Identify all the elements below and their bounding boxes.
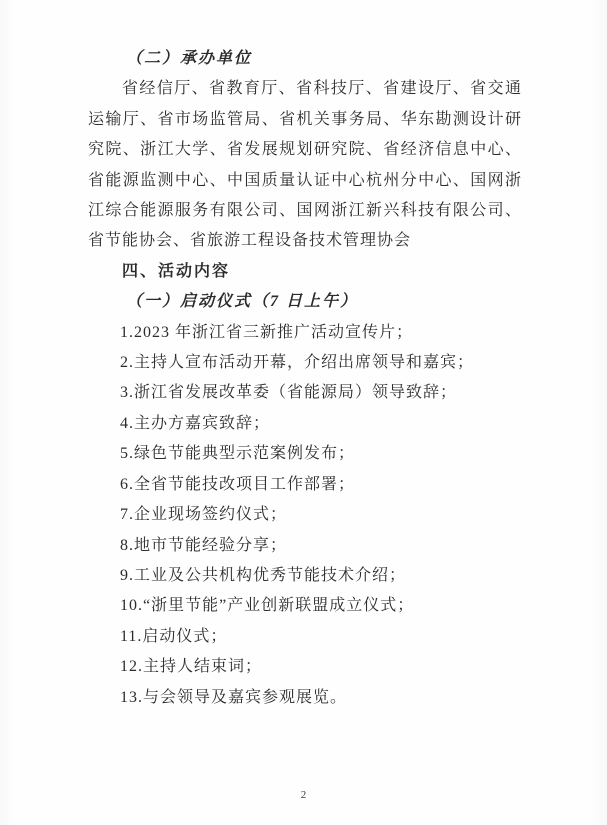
organizers-paragraph: 省经信厅、省教育厅、省科技厅、省建设厅、省交通运输厅、省市场监管局、省机关事务局、华东勘测设计研究院、浙江大学、省发展规划研究院、省经济信息中心、省能源监测中心、中国质量认证中心杭州分中心、国网浙江综合能源服务有限公司、国网浙江新兴科技有限公司、省节能协会、省旅游工程设备技术管理协会 <box>88 80 522 250</box>
agenda-list <box>88 318 522 713</box>
agenda-item: 10.“浙里节能”产业创新联盟成立仪式； <box>120 597 415 615</box>
agenda-item: 13.与会领导及嘉宾参观展览。 <box>120 688 348 706</box>
page-number: 2 <box>300 789 307 801</box>
agenda-item: 11.启动仪式； <box>120 627 228 645</box>
agenda-item: 3.浙江省发展改革委（省能源局）领导致辞； <box>120 384 458 402</box>
agenda-item: 2.主持人宣布活动开幕，介绍出席领导和嘉宾； <box>120 354 475 372</box>
subsection-heading-launch-ceremony: （一）启动仪式（7 日上午） <box>126 293 359 311</box>
agenda-item: 9.工业及公共机构优秀节能技术介绍； <box>120 566 407 584</box>
agenda-item: 6.全省节能技改项目工作部署； <box>120 475 356 493</box>
agenda-item: 12.主持人结束词； <box>120 658 263 676</box>
agenda-item: 8.地市节能经验分享； <box>120 536 288 554</box>
section-heading-activity-contents: 四、活动内容 <box>122 262 231 280</box>
agenda-item: 7.企业现场签约仪式； <box>120 506 288 524</box>
section-heading-organizers: （二）承办单位 <box>126 50 253 67</box>
page-content <box>88 44 522 713</box>
agenda-item: 5.绿色节能典型示范案例发布； <box>120 445 356 463</box>
agenda-item: 4.主办方嘉宾致辞； <box>120 414 271 432</box>
agenda-item: 1.2023 年浙江省三新推广活动宣传片； <box>120 323 414 341</box>
